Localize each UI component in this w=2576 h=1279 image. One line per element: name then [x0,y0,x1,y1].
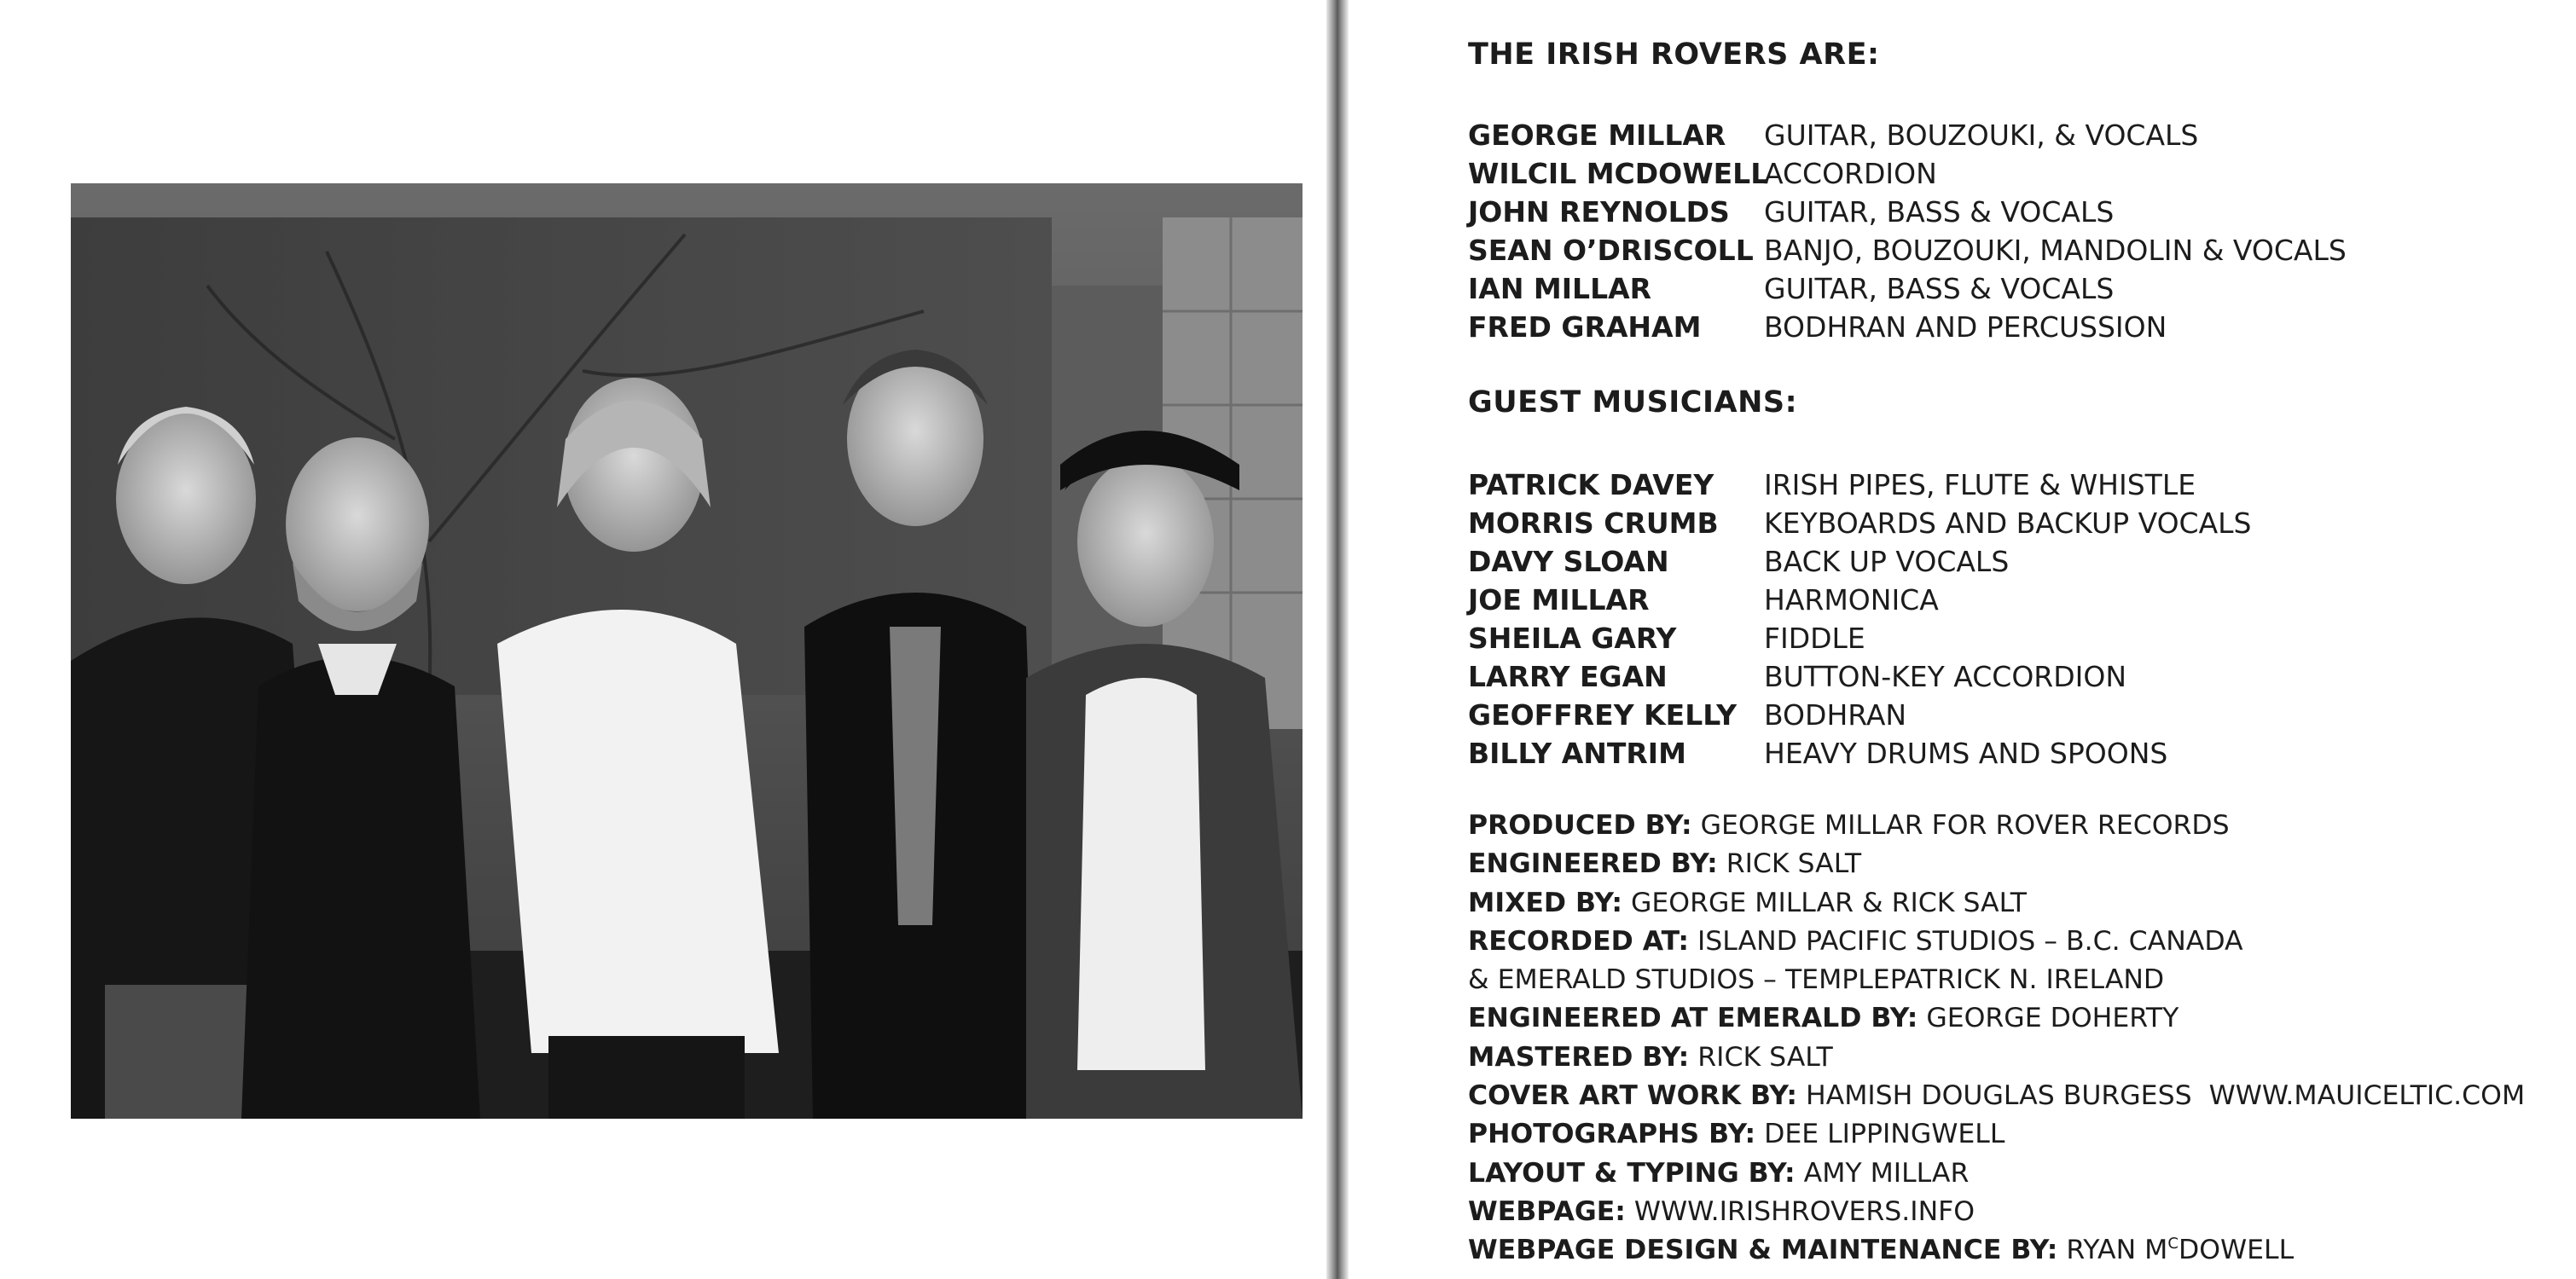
credit-label: LAYOUT & TYPING BY: [1468,1157,1796,1189]
member-name: WILCIL MCDOWELL [1468,157,1769,190]
credit-value: GEORGE MILLAR FOR ROVER RECORDS [1700,810,2230,841]
guest-name: GEOFFREY KELLY [1468,698,1738,732]
credit-label: ENGINEERED BY: [1468,848,1718,880]
credit-line [1468,1231,2525,1270]
credit-line [1468,923,2525,961]
credit-value: RICK SALT [1726,848,1862,880]
credit-label: RECORDED AT: [1468,925,1689,957]
credit-value: RICK SALT [1697,1041,1833,1073]
member-name: JOHN REYNOLDS [1468,195,1730,229]
credit-line [1468,961,2525,999]
guest-role: BUTTON-KEY ACCORDION [1764,660,2127,693]
credit-value: HAMISH DOUGLAS BURGESS WWW.MAUICELTIC.COM [1805,1080,2526,1112]
credit-value-suffix: DOWELL [2178,1235,2295,1266]
member-name: GEORGE MILLAR [1468,119,1726,152]
credit-line [1468,1115,2525,1154]
credit-line [1468,1077,2525,1115]
credit-label: WEBPAGE DESIGN & MAINTENANCE BY: [1468,1235,2058,1266]
credit-value: GEORGE DOHERTY [1926,1003,2179,1034]
guest-role: HEAVY DRUMS AND SPOONS [1764,737,2168,770]
guest-name: LARRY EGAN [1468,660,1668,693]
credit-label: COVER ART WORK BY: [1468,1080,1797,1112]
credit-line [1468,845,2525,883]
credit-line [1468,807,2525,845]
guest-role: IRISH PIPES, FLUTE & WHISTLE [1764,468,2196,501]
production-credits [1468,807,2525,1270]
credit-value-superscript: C [2167,1235,2179,1253]
guest-name: SHEILA GARY [1468,622,1677,655]
credit-line [1468,884,2525,923]
guest-role: HARMONICA [1764,583,1939,616]
credit-value: & EMERALD STUDIOS – TEMPLEPATRICK N. IRELAND [1468,964,2165,996]
guest-role: BACK UP VOCALS [1764,545,2010,578]
member-role: BODHRAN AND PERCUSSION [1764,310,2167,344]
credit-value: DEE LIPPINGWELL [1764,1119,2005,1150]
booklet-fold [1326,0,1349,1279]
credit-value: AMY MILLAR [1803,1157,1970,1189]
member-name: SEAN O’DRISCOLL [1468,234,1754,267]
member-role: GUITAR, BASS & VOCALS [1764,272,2115,305]
credit-line [1468,1039,2525,1077]
member-role: ACCORDION [1764,157,1937,190]
band-heading: THE IRISH ROVERS ARE: [1468,38,1880,72]
credit-value [2066,1235,2294,1265]
guest-role: FIDDLE [1764,622,1865,655]
guest-role: KEYBOARDS AND BACKUP VOCALS [1764,506,2252,540]
credit-value-prefix: RYAN M [2066,1235,2168,1266]
band-photo-image [71,183,1303,1119]
guest-name: MORRIS CRUMB [1468,506,1719,540]
guest-name: DAVY SLOAN [1468,545,1669,578]
guests-heading: GUEST MUSICIANS: [1468,385,1798,420]
credit-value: WWW.IRISHROVERS.INFO [1633,1195,1976,1227]
credit-label: MIXED BY: [1468,887,1622,918]
member-name: IAN MILLAR [1468,272,1652,305]
member-role: BANJO, BOUZOUKI, MANDOLIN & VOCALS [1764,234,2347,267]
credit-label: MASTERED BY: [1468,1041,1690,1073]
member-role: GUITAR, BASS & VOCALS [1764,195,2115,229]
credit-label: WEBPAGE: [1468,1195,1626,1227]
credit-value: ISLAND PACIFIC STUDIOS – B.C. CANADA [1697,925,2243,957]
credit-value: GEORGE MILLAR & RICK SALT [1630,887,2028,918]
band-photo [71,183,1303,1119]
credit-label: PRODUCED BY: [1468,810,1692,841]
guest-name: JOE MILLAR [1468,583,1650,616]
guest-name: BILLY ANTRIM [1468,737,1686,770]
credit-line [1468,1193,2525,1231]
guest-role: BODHRAN [1764,698,1907,732]
right-page [1349,0,2576,1279]
member-name: FRED GRAHAM [1468,310,1702,344]
guest-name: PATRICK DAVEY [1468,468,1714,501]
credit-label: PHOTOGRAPHS BY: [1468,1119,1756,1150]
member-role: GUITAR, BOUZOUKI, & VOCALS [1764,119,2199,152]
credit-line [1468,1155,2525,1193]
credit-line [1468,999,2525,1038]
credit-label: ENGINEERED AT EMERALD BY: [1468,1003,1918,1034]
